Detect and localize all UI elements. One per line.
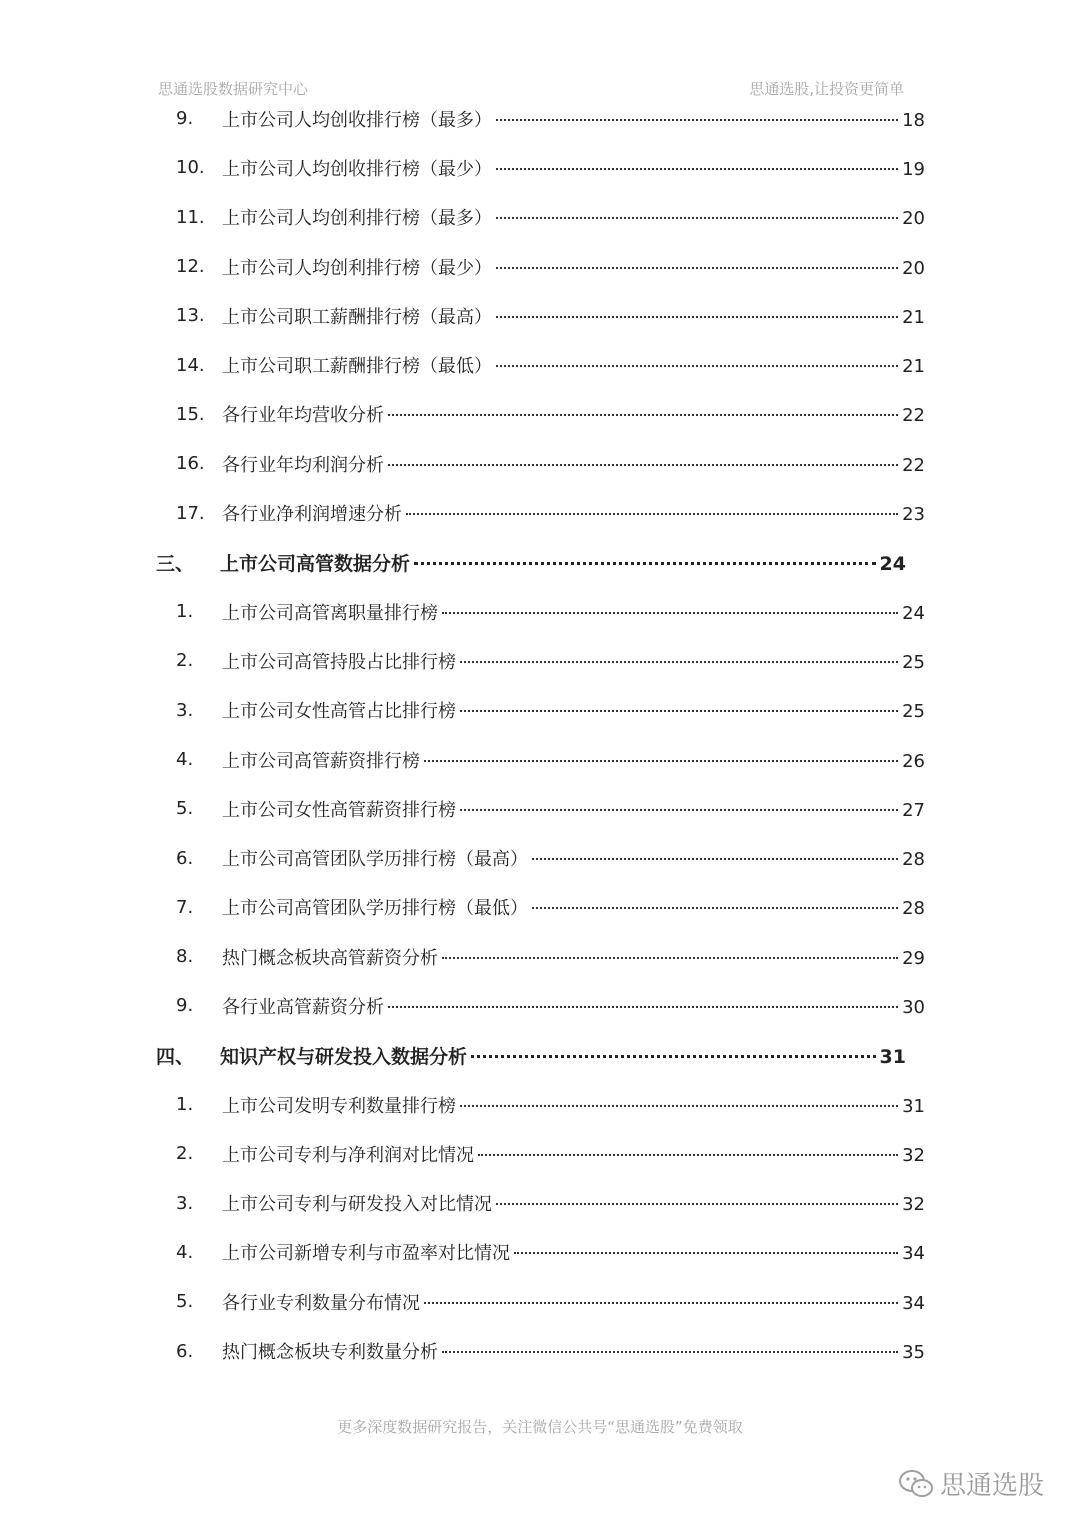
toc-entry-body	[222, 796, 925, 822]
toc-entry-number: 8.	[176, 946, 194, 968]
toc-page-number: 22	[902, 454, 925, 476]
toc-entry-row[interactable]	[0, 587, 1080, 636]
toc-dot-leader	[442, 1351, 898, 1353]
toc-entry-title: 上市公司职工薪酬排行榜（最低）	[222, 356, 492, 378]
toc-entry-number: 5.	[176, 798, 194, 820]
toc-page-number: 27	[902, 799, 925, 821]
toc-dot-leader	[496, 1203, 898, 1205]
toc-page-number: 25	[902, 651, 925, 673]
toc-entry-number: 3.	[176, 699, 194, 721]
toc-entry-title: 上市公司高管离职量排行榜	[222, 602, 438, 624]
brand-name: 思通选股	[939, 1471, 1044, 1501]
toc-page-number: 28	[902, 898, 925, 920]
toc-dot-leader	[496, 365, 898, 367]
toc-entry-title: 各行业年均营收分析	[222, 405, 384, 427]
toc-dot-leader	[460, 661, 898, 663]
toc-entry-row[interactable]	[0, 1326, 1080, 1375]
toc-dot-leader	[388, 464, 898, 466]
toc-entry-body	[222, 993, 925, 1019]
toc-page-number: 24	[902, 602, 925, 624]
toc-entry-body	[222, 352, 925, 378]
toc-page-number: 26	[902, 750, 925, 772]
toc-entry-title: 各行业年均利润分析	[222, 454, 384, 476]
toc-entry-row[interactable]	[0, 242, 1080, 291]
toc-page-number: 31	[879, 1045, 906, 1068]
toc-dot-leader	[532, 907, 898, 909]
toc-entry-number: 4.	[176, 1241, 194, 1263]
toc-entry-title: 上市公司人均创利排行榜（最少）	[222, 257, 492, 279]
toc-page-number: 34	[902, 1243, 925, 1265]
toc-entry-body	[222, 401, 925, 427]
toc-dot-leader	[496, 267, 898, 269]
toc-entry-number: 15.	[176, 403, 205, 425]
toc-entry-body	[222, 648, 925, 674]
toc-entry-title: 热门概念板块高管薪资分析	[222, 947, 438, 969]
toc-entry-row[interactable]	[0, 1277, 1080, 1326]
toc-entry-row[interactable]	[0, 636, 1080, 685]
toc-entry-number: 13.	[176, 305, 205, 327]
toc-entry-number: 6.	[176, 847, 194, 869]
toc-page-number: 19	[902, 158, 925, 180]
toc-entry-title: 热门概念板块专利数量分析	[222, 1342, 438, 1364]
toc-dot-leader	[388, 1006, 898, 1008]
toc-dot-leader	[496, 316, 898, 318]
toc-entry-row[interactable]	[0, 735, 1080, 784]
toc-entry-row[interactable]	[0, 143, 1080, 192]
toc-page-number: 22	[902, 405, 925, 427]
footer-text: 更多深度数据研究报告，关注微信公共号“思通选股”免费领取	[337, 1418, 743, 1436]
toc-entry-number: 6.	[176, 1340, 194, 1362]
toc-entry-title: 上市公司职工薪酬排行榜（最高）	[222, 306, 492, 328]
toc-entry-row[interactable]	[0, 686, 1080, 735]
toc-entry-number: 四、	[156, 1045, 195, 1068]
toc-entry-row[interactable]	[0, 488, 1080, 537]
toc-page-number: 32	[902, 1194, 925, 1216]
toc-entry-row[interactable]	[0, 784, 1080, 833]
toc-entry-body	[222, 155, 925, 181]
toc-entry-number: 17.	[176, 502, 205, 524]
toc-entry-number: 10.	[176, 157, 205, 179]
toc-entry-body	[222, 500, 925, 526]
toc-entry-title: 上市公司高管团队学历排行榜（最低）	[222, 898, 528, 920]
toc-page-number: 18	[902, 109, 925, 131]
toc-page-number: 34	[902, 1292, 925, 1314]
toc-entry-body	[222, 254, 925, 280]
toc-entry-row[interactable]	[0, 439, 1080, 488]
header-right-text: 思通选股,让投资更简单	[749, 80, 904, 98]
toc-chapter-row[interactable]	[0, 1031, 1080, 1080]
toc-entry-body	[222, 106, 925, 132]
toc-entry-body	[222, 845, 925, 871]
toc-entry-row[interactable]	[0, 1080, 1080, 1129]
toc-entry-title: 上市公司人均创收排行榜（最少）	[222, 158, 492, 180]
toc-page-number: 29	[902, 947, 925, 969]
brand-watermark	[898, 1465, 1044, 1502]
toc-dot-leader	[532, 858, 898, 860]
toc-page-number: 31	[902, 1095, 925, 1117]
toc-entry-number: 2.	[176, 650, 194, 672]
toc-entry-title: 上市公司专利与净利润对比情况	[222, 1144, 474, 1166]
toc-page-number: 20	[902, 208, 925, 230]
toc-entry-row[interactable]	[0, 291, 1080, 340]
toc-entry-number: 1.	[176, 601, 194, 623]
toc-entry-number: 三、	[156, 552, 195, 575]
toc-entry-number: 16.	[176, 453, 205, 475]
toc-entry-title: 各行业高管薪资分析	[222, 996, 384, 1018]
toc-dot-leader	[406, 513, 898, 515]
toc-entry-body	[220, 1042, 906, 1069]
toc-dot-leader	[460, 710, 898, 712]
toc-entry-body	[222, 451, 925, 477]
toc-page-number: 30	[902, 996, 925, 1018]
toc-page-number: 21	[902, 306, 925, 328]
toc-dot-leader	[496, 168, 898, 170]
toc-entry-body	[222, 1141, 925, 1167]
toc-dot-leader	[442, 957, 898, 959]
toc-entry-row[interactable]	[0, 193, 1080, 242]
wechat-icon	[898, 1469, 934, 1499]
toc-dot-leader	[460, 1105, 898, 1107]
toc-dot-leader	[414, 562, 876, 565]
toc-entry-number: 9.	[176, 108, 194, 130]
toc-entry-title: 上市公司女性高管占比排行榜	[222, 701, 456, 723]
toc-entry-row[interactable]	[0, 94, 1080, 143]
toc-entry-number: 9.	[176, 995, 194, 1017]
toc-entry-row[interactable]	[0, 1179, 1080, 1228]
toc-dot-leader	[424, 1302, 898, 1304]
toc-entry-title: 知识产权与研发投入数据分析	[220, 1045, 468, 1068]
toc-entry-body	[222, 1190, 925, 1216]
toc-entry-number: 12.	[176, 256, 205, 278]
toc-dot-leader	[478, 1154, 898, 1156]
toc-entry-title: 上市公司高管持股占比排行榜	[222, 651, 456, 673]
toc-entry-row[interactable]	[0, 340, 1080, 389]
toc-entry-body	[222, 894, 925, 920]
toc-page-number: 20	[902, 257, 925, 279]
toc-entry-row[interactable]	[0, 390, 1080, 439]
toc-entry-body	[222, 599, 925, 625]
toc-entry-body	[222, 944, 925, 970]
toc-entry-number: 5.	[176, 1291, 194, 1313]
toc-dot-leader	[388, 414, 898, 416]
toc-entry-row[interactable]	[0, 883, 1080, 932]
toc-page-number: 32	[902, 1144, 925, 1166]
toc-chapter-row[interactable]	[0, 538, 1080, 587]
toc-page-number: 35	[902, 1342, 925, 1364]
table-of-contents	[0, 94, 1080, 1376]
toc-entry-row[interactable]	[0, 1129, 1080, 1178]
toc-entry-title: 上市公司专利与研发投入对比情况	[222, 1194, 492, 1216]
toc-entry-number: 14.	[176, 354, 205, 376]
toc-dot-leader	[471, 1055, 876, 1058]
toc-entry-title: 上市公司高管团队学历排行榜（最高）	[222, 849, 528, 871]
toc-entry-title: 各行业专利数量分布情况	[222, 1292, 420, 1314]
toc-entry-number: 2.	[176, 1143, 194, 1165]
toc-page-number: 21	[902, 356, 925, 378]
toc-entry-row[interactable]	[0, 932, 1080, 981]
toc-entry-title: 上市公司高管薪资排行榜	[222, 750, 420, 772]
toc-entry-title: 各行业净利润增速分析	[222, 504, 402, 526]
toc-dot-leader	[442, 612, 898, 614]
toc-dot-leader	[424, 760, 898, 762]
toc-entry-body	[222, 303, 925, 329]
toc-entry-title: 上市公司发明专利数量排行榜	[222, 1095, 456, 1117]
toc-page-number: 24	[879, 552, 906, 575]
toc-entry-title: 上市公司人均创收排行榜（最多）	[222, 109, 492, 131]
toc-entry-body	[222, 1338, 925, 1364]
toc-entry-title: 上市公司新增专利与市盈率对比情况	[222, 1243, 510, 1265]
toc-entry-body	[222, 1239, 925, 1265]
toc-entry-number: 1.	[176, 1094, 194, 1116]
toc-dot-leader	[460, 809, 898, 811]
toc-page-number: 23	[902, 504, 925, 526]
toc-entry-body	[222, 747, 925, 773]
toc-entry-row[interactable]	[0, 981, 1080, 1030]
toc-dot-leader	[496, 119, 898, 121]
toc-dot-leader	[514, 1252, 898, 1254]
toc-entry-body	[222, 1289, 925, 1315]
toc-entry-title: 上市公司人均创利排行榜（最多）	[222, 208, 492, 230]
toc-entry-row[interactable]	[0, 1228, 1080, 1277]
toc-entry-number: 4.	[176, 749, 194, 770]
toc-entry-row[interactable]	[0, 833, 1080, 882]
toc-entry-number: 7.	[176, 896, 194, 918]
toc-entry-body	[220, 549, 906, 576]
toc-entry-title: 上市公司女性高管薪资排行榜	[222, 799, 456, 821]
toc-entry-title: 上市公司高管数据分析	[220, 552, 411, 575]
toc-page-number: 28	[902, 849, 925, 871]
toc-entry-number: 3.	[176, 1192, 194, 1214]
toc-page-number: 25	[902, 701, 925, 723]
toc-dot-leader	[496, 217, 898, 219]
toc-entry-body	[222, 1092, 925, 1118]
toc-entry-number: 11.	[176, 206, 205, 228]
toc-entry-body	[222, 204, 925, 230]
header-left-text: 思通选股数据研究中心	[158, 80, 309, 98]
toc-entry-body	[222, 697, 925, 723]
